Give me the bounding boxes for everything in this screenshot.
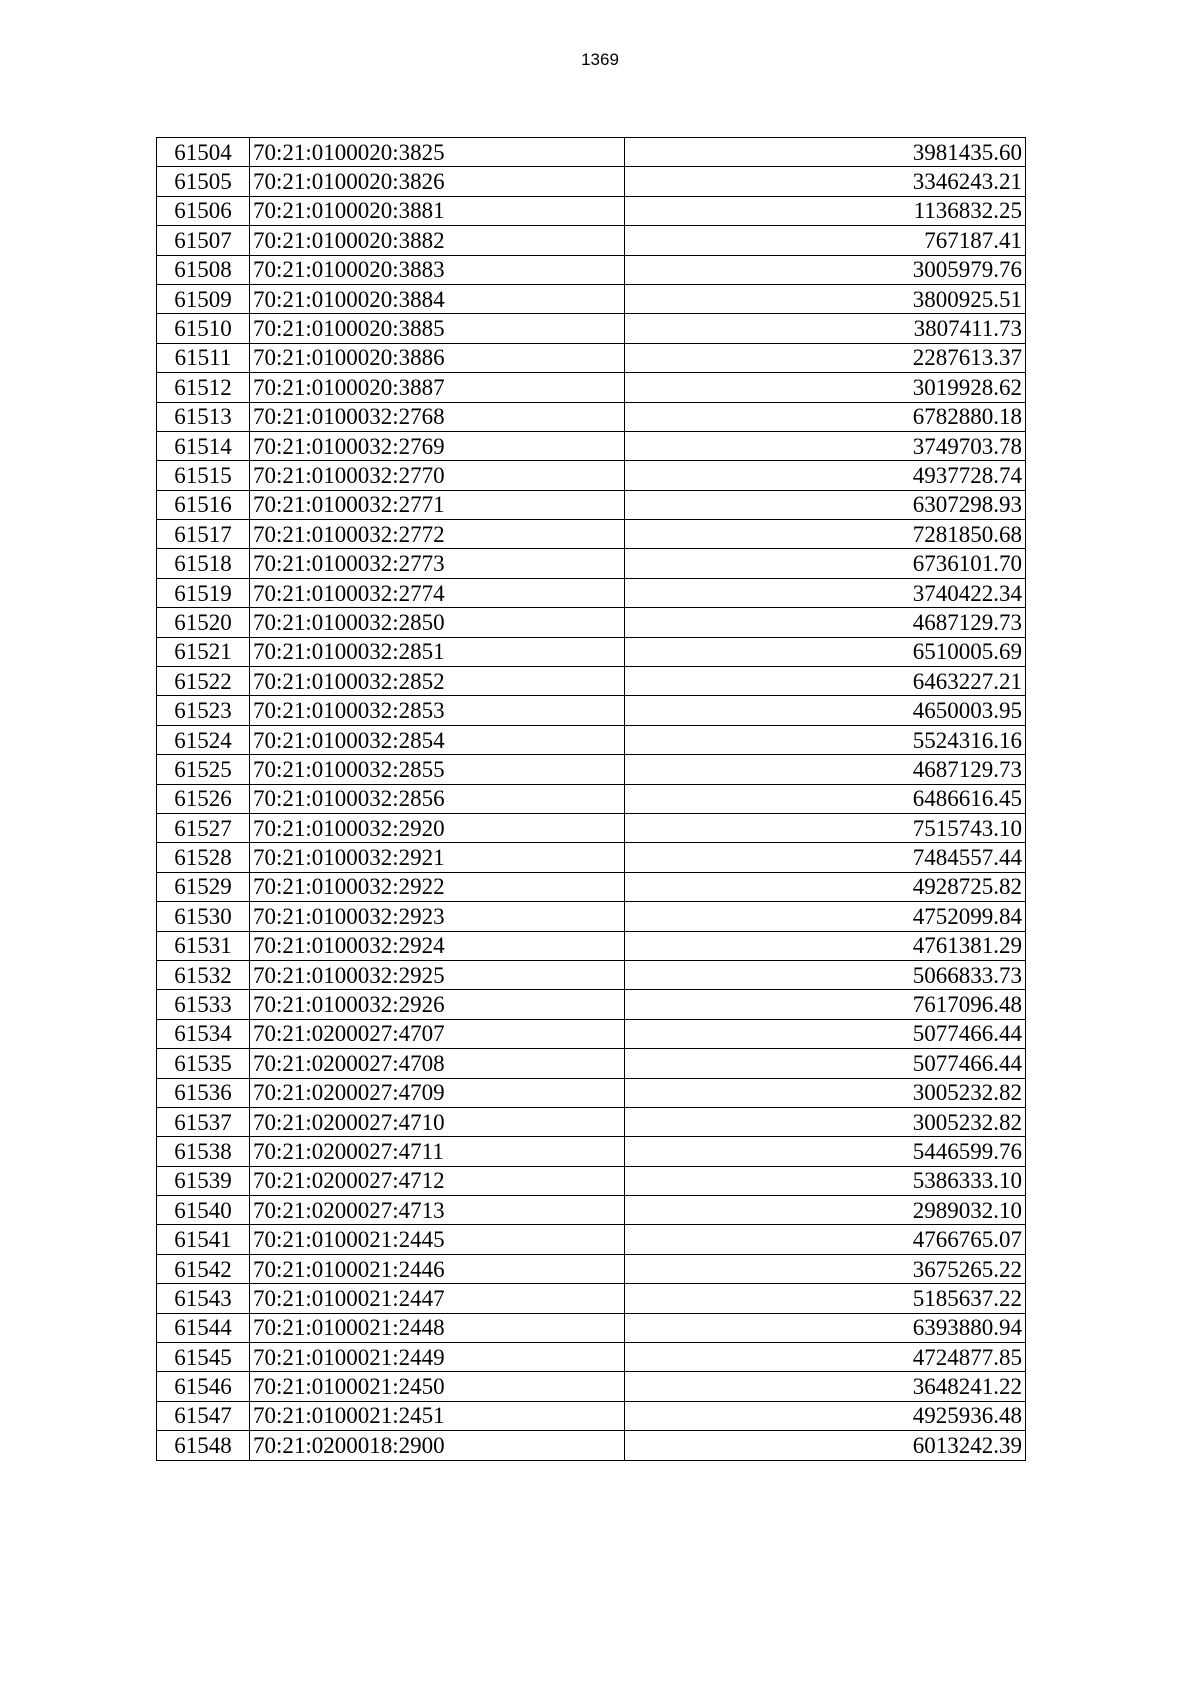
value-cell: 4766765.07 <box>625 1225 1026 1254</box>
row-number-cell: 61521 <box>157 637 250 666</box>
table-row <box>157 167 1026 196</box>
row-number-cell: 61545 <box>157 1343 250 1372</box>
cadastral-number-cell: 70:21:0100021:2451 <box>250 1401 625 1430</box>
cadastral-number-cell: 70:21:0100032:2924 <box>250 931 625 960</box>
row-number-cell: 61535 <box>157 1049 250 1078</box>
table-row <box>157 431 1026 460</box>
cadastral-number-cell: 70:21:0100032:2774 <box>250 578 625 607</box>
row-number-cell: 61510 <box>157 314 250 343</box>
row-number-cell: 61509 <box>157 284 250 313</box>
cadastral-number-cell: 70:21:0100032:2850 <box>250 608 625 637</box>
table-row <box>157 138 1026 167</box>
table-row <box>157 755 1026 784</box>
value-cell: 4687129.73 <box>625 755 1026 784</box>
value-cell: 4925936.48 <box>625 1401 1026 1430</box>
value-cell: 3807411.73 <box>625 314 1026 343</box>
table-row <box>157 608 1026 637</box>
value-cell: 6463227.21 <box>625 667 1026 696</box>
value-cell: 3675265.22 <box>625 1254 1026 1283</box>
row-number-cell: 61506 <box>157 196 250 225</box>
value-cell: 6510005.69 <box>625 637 1026 666</box>
table-row <box>157 990 1026 1019</box>
table-row <box>157 1254 1026 1283</box>
cadastral-number-cell: 70:21:0100032:2772 <box>250 520 625 549</box>
cadastral-number-cell: 70:21:0100021:2449 <box>250 1343 625 1372</box>
cadastral-number-cell: 70:21:0100032:2923 <box>250 902 625 931</box>
value-cell: 1136832.25 <box>625 196 1026 225</box>
cadastral-number-cell: 70:21:0100021:2447 <box>250 1284 625 1313</box>
table-row <box>157 1078 1026 1107</box>
value-cell: 2989032.10 <box>625 1196 1026 1225</box>
row-number-cell: 61508 <box>157 255 250 284</box>
value-cell: 3740422.34 <box>625 578 1026 607</box>
row-number-cell: 61527 <box>157 813 250 842</box>
row-number-cell: 61523 <box>157 696 250 725</box>
table-row <box>157 1431 1026 1460</box>
cadastral-number-cell: 70:21:0200027:4713 <box>250 1196 625 1225</box>
row-number-cell: 61522 <box>157 667 250 696</box>
table-row <box>157 520 1026 549</box>
cadastral-number-cell: 70:21:0100021:2445 <box>250 1225 625 1254</box>
row-number-cell: 61546 <box>157 1372 250 1401</box>
table-row <box>157 461 1026 490</box>
table-row <box>157 1284 1026 1313</box>
table-row <box>157 373 1026 402</box>
row-number-cell: 61511 <box>157 343 250 372</box>
row-number-cell: 61518 <box>157 549 250 578</box>
cadastral-number-cell: 70:21:0100032:2773 <box>250 549 625 578</box>
table-row <box>157 1049 1026 1078</box>
table-row <box>157 284 1026 313</box>
value-cell: 3005232.82 <box>625 1078 1026 1107</box>
value-cell: 3800925.51 <box>625 284 1026 313</box>
row-number-cell: 61516 <box>157 490 250 519</box>
page-number: 1369 <box>581 50 619 69</box>
row-number-cell: 61517 <box>157 520 250 549</box>
cadastral-number-cell: 70:21:0100020:3885 <box>250 314 625 343</box>
cadastral-number-cell: 70:21:0100032:2851 <box>250 637 625 666</box>
value-cell: 5446599.76 <box>625 1137 1026 1166</box>
table-row <box>157 1107 1026 1136</box>
table-row <box>157 902 1026 931</box>
table-row <box>157 843 1026 872</box>
table-row <box>157 255 1026 284</box>
cadastral-number-cell: 70:21:0200027:4711 <box>250 1137 625 1166</box>
cadastral-number-cell: 70:21:0100032:2770 <box>250 461 625 490</box>
table-row <box>157 1225 1026 1254</box>
value-cell: 5077466.44 <box>625 1049 1026 1078</box>
table-row <box>157 784 1026 813</box>
row-number-cell: 61514 <box>157 431 250 460</box>
row-number-cell: 61530 <box>157 902 250 931</box>
value-cell: 5077466.44 <box>625 1019 1026 1048</box>
row-number-cell: 61525 <box>157 755 250 784</box>
value-cell: 3648241.22 <box>625 1372 1026 1401</box>
cadastral-number-cell: 70:21:0100020:3886 <box>250 343 625 372</box>
cadastral-number-cell: 70:21:0100020:3883 <box>250 255 625 284</box>
row-number-cell: 61537 <box>157 1107 250 1136</box>
cadastral-number-cell: 70:21:0100032:2853 <box>250 696 625 725</box>
cadastral-number-cell: 70:21:0200027:4708 <box>250 1049 625 1078</box>
value-cell: 4937728.74 <box>625 461 1026 490</box>
cadastral-number-cell: 70:21:0100032:2920 <box>250 813 625 842</box>
cadastral-number-cell: 70:21:0200027:4710 <box>250 1107 625 1136</box>
table-body <box>157 138 1026 1461</box>
cadastral-number-cell: 70:21:0100032:2925 <box>250 960 625 989</box>
cadastral-number-cell: 70:21:0100032:2856 <box>250 784 625 813</box>
table-row <box>157 1401 1026 1430</box>
value-cell: 7515743.10 <box>625 813 1026 842</box>
row-number-cell: 61538 <box>157 1137 250 1166</box>
table-row <box>157 1196 1026 1225</box>
table-row <box>157 667 1026 696</box>
row-number-cell: 61532 <box>157 960 250 989</box>
cadastral-number-cell: 70:21:0200027:4709 <box>250 1078 625 1107</box>
value-cell: 7281850.68 <box>625 520 1026 549</box>
table-row <box>157 490 1026 519</box>
table-row <box>157 226 1026 255</box>
row-number-cell: 61548 <box>157 1431 250 1460</box>
value-cell: 7617096.48 <box>625 990 1026 1019</box>
cadastral-number-cell: 70:21:0200027:4712 <box>250 1166 625 1195</box>
value-cell: 2287613.37 <box>625 343 1026 372</box>
cadastral-number-cell: 70:21:0100020:3887 <box>250 373 625 402</box>
row-number-cell: 61547 <box>157 1401 250 1430</box>
table-row <box>157 637 1026 666</box>
row-number-cell: 61541 <box>157 1225 250 1254</box>
row-number-cell: 61544 <box>157 1313 250 1342</box>
value-cell: 7484557.44 <box>625 843 1026 872</box>
row-number-cell: 61531 <box>157 931 250 960</box>
value-cell: 4724877.85 <box>625 1343 1026 1372</box>
data-table <box>156 137 1026 1461</box>
cadastral-number-cell: 70:21:0100020:3825 <box>250 138 625 167</box>
row-number-cell: 61526 <box>157 784 250 813</box>
value-cell: 6393880.94 <box>625 1313 1026 1342</box>
table-row <box>157 1166 1026 1195</box>
row-number-cell: 61512 <box>157 373 250 402</box>
table-row <box>157 1019 1026 1048</box>
cadastral-number-cell: 70:21:0100020:3884 <box>250 284 625 313</box>
row-number-cell: 61504 <box>157 138 250 167</box>
row-number-cell: 61515 <box>157 461 250 490</box>
row-number-cell: 61528 <box>157 843 250 872</box>
value-cell: 6486616.45 <box>625 784 1026 813</box>
row-number-cell: 61529 <box>157 872 250 901</box>
row-number-cell: 61519 <box>157 578 250 607</box>
table-row <box>157 1343 1026 1372</box>
value-cell: 5185637.22 <box>625 1284 1026 1313</box>
table-row <box>157 1372 1026 1401</box>
cadastral-number-cell: 70:21:0100020:3826 <box>250 167 625 196</box>
value-cell: 3981435.60 <box>625 138 1026 167</box>
value-cell: 5066833.73 <box>625 960 1026 989</box>
row-number-cell: 61534 <box>157 1019 250 1048</box>
cadastral-number-cell: 70:21:0100032:2921 <box>250 843 625 872</box>
table-row <box>157 196 1026 225</box>
table-row <box>157 578 1026 607</box>
value-cell: 3346243.21 <box>625 167 1026 196</box>
table-row <box>157 960 1026 989</box>
table-row <box>157 931 1026 960</box>
row-number-cell: 61507 <box>157 226 250 255</box>
cadastral-number-cell: 70:21:0100021:2446 <box>250 1254 625 1283</box>
row-number-cell: 61524 <box>157 725 250 754</box>
row-number-cell: 61542 <box>157 1254 250 1283</box>
cadastral-number-cell: 70:21:0100020:3881 <box>250 196 625 225</box>
row-number-cell: 61536 <box>157 1078 250 1107</box>
value-cell: 4650003.95 <box>625 696 1026 725</box>
cadastral-number-cell: 70:21:0100032:2769 <box>250 431 625 460</box>
cadastral-number-cell: 70:21:0100020:3882 <box>250 226 625 255</box>
value-cell: 5386333.10 <box>625 1166 1026 1195</box>
table-row <box>157 696 1026 725</box>
cadastral-number-cell: 70:21:0100032:2771 <box>250 490 625 519</box>
table-row <box>157 1313 1026 1342</box>
table-row <box>157 813 1026 842</box>
row-number-cell: 61539 <box>157 1166 250 1195</box>
value-cell: 3005979.76 <box>625 255 1026 284</box>
cadastral-number-cell: 70:21:0200027:4707 <box>250 1019 625 1048</box>
value-cell: 767187.41 <box>625 226 1026 255</box>
cadastral-number-cell: 70:21:0100021:2448 <box>250 1313 625 1342</box>
cadastral-number-cell: 70:21:0100021:2450 <box>250 1372 625 1401</box>
row-number-cell: 61505 <box>157 167 250 196</box>
value-cell: 3005232.82 <box>625 1107 1026 1136</box>
value-cell: 6736101.70 <box>625 549 1026 578</box>
row-number-cell: 61513 <box>157 402 250 431</box>
value-cell: 4687129.73 <box>625 608 1026 637</box>
table-row <box>157 872 1026 901</box>
value-cell: 4928725.82 <box>625 872 1026 901</box>
cadastral-number-cell: 70:21:0100032:2852 <box>250 667 625 696</box>
cadastral-number-cell: 70:21:0100032:2855 <box>250 755 625 784</box>
table-row <box>157 314 1026 343</box>
cadastral-number-cell: 70:21:0200018:2900 <box>250 1431 625 1460</box>
table-row <box>157 725 1026 754</box>
value-cell: 3019928.62 <box>625 373 1026 402</box>
cadastral-number-cell: 70:21:0100032:2768 <box>250 402 625 431</box>
table-row <box>157 343 1026 372</box>
value-cell: 4752099.84 <box>625 902 1026 931</box>
value-cell: 5524316.16 <box>625 725 1026 754</box>
value-cell: 6782880.18 <box>625 402 1026 431</box>
value-cell: 4761381.29 <box>625 931 1026 960</box>
cadastral-number-cell: 70:21:0100032:2926 <box>250 990 625 1019</box>
value-cell: 6013242.39 <box>625 1431 1026 1460</box>
row-number-cell: 61540 <box>157 1196 250 1225</box>
cadastral-number-cell: 70:21:0100032:2922 <box>250 872 625 901</box>
table-row <box>157 1137 1026 1166</box>
table-row <box>157 549 1026 578</box>
row-number-cell: 61533 <box>157 990 250 1019</box>
row-number-cell: 61520 <box>157 608 250 637</box>
row-number-cell: 61543 <box>157 1284 250 1313</box>
value-cell: 6307298.93 <box>625 490 1026 519</box>
table-row <box>157 402 1026 431</box>
cadastral-number-cell: 70:21:0100032:2854 <box>250 725 625 754</box>
value-cell: 3749703.78 <box>625 431 1026 460</box>
